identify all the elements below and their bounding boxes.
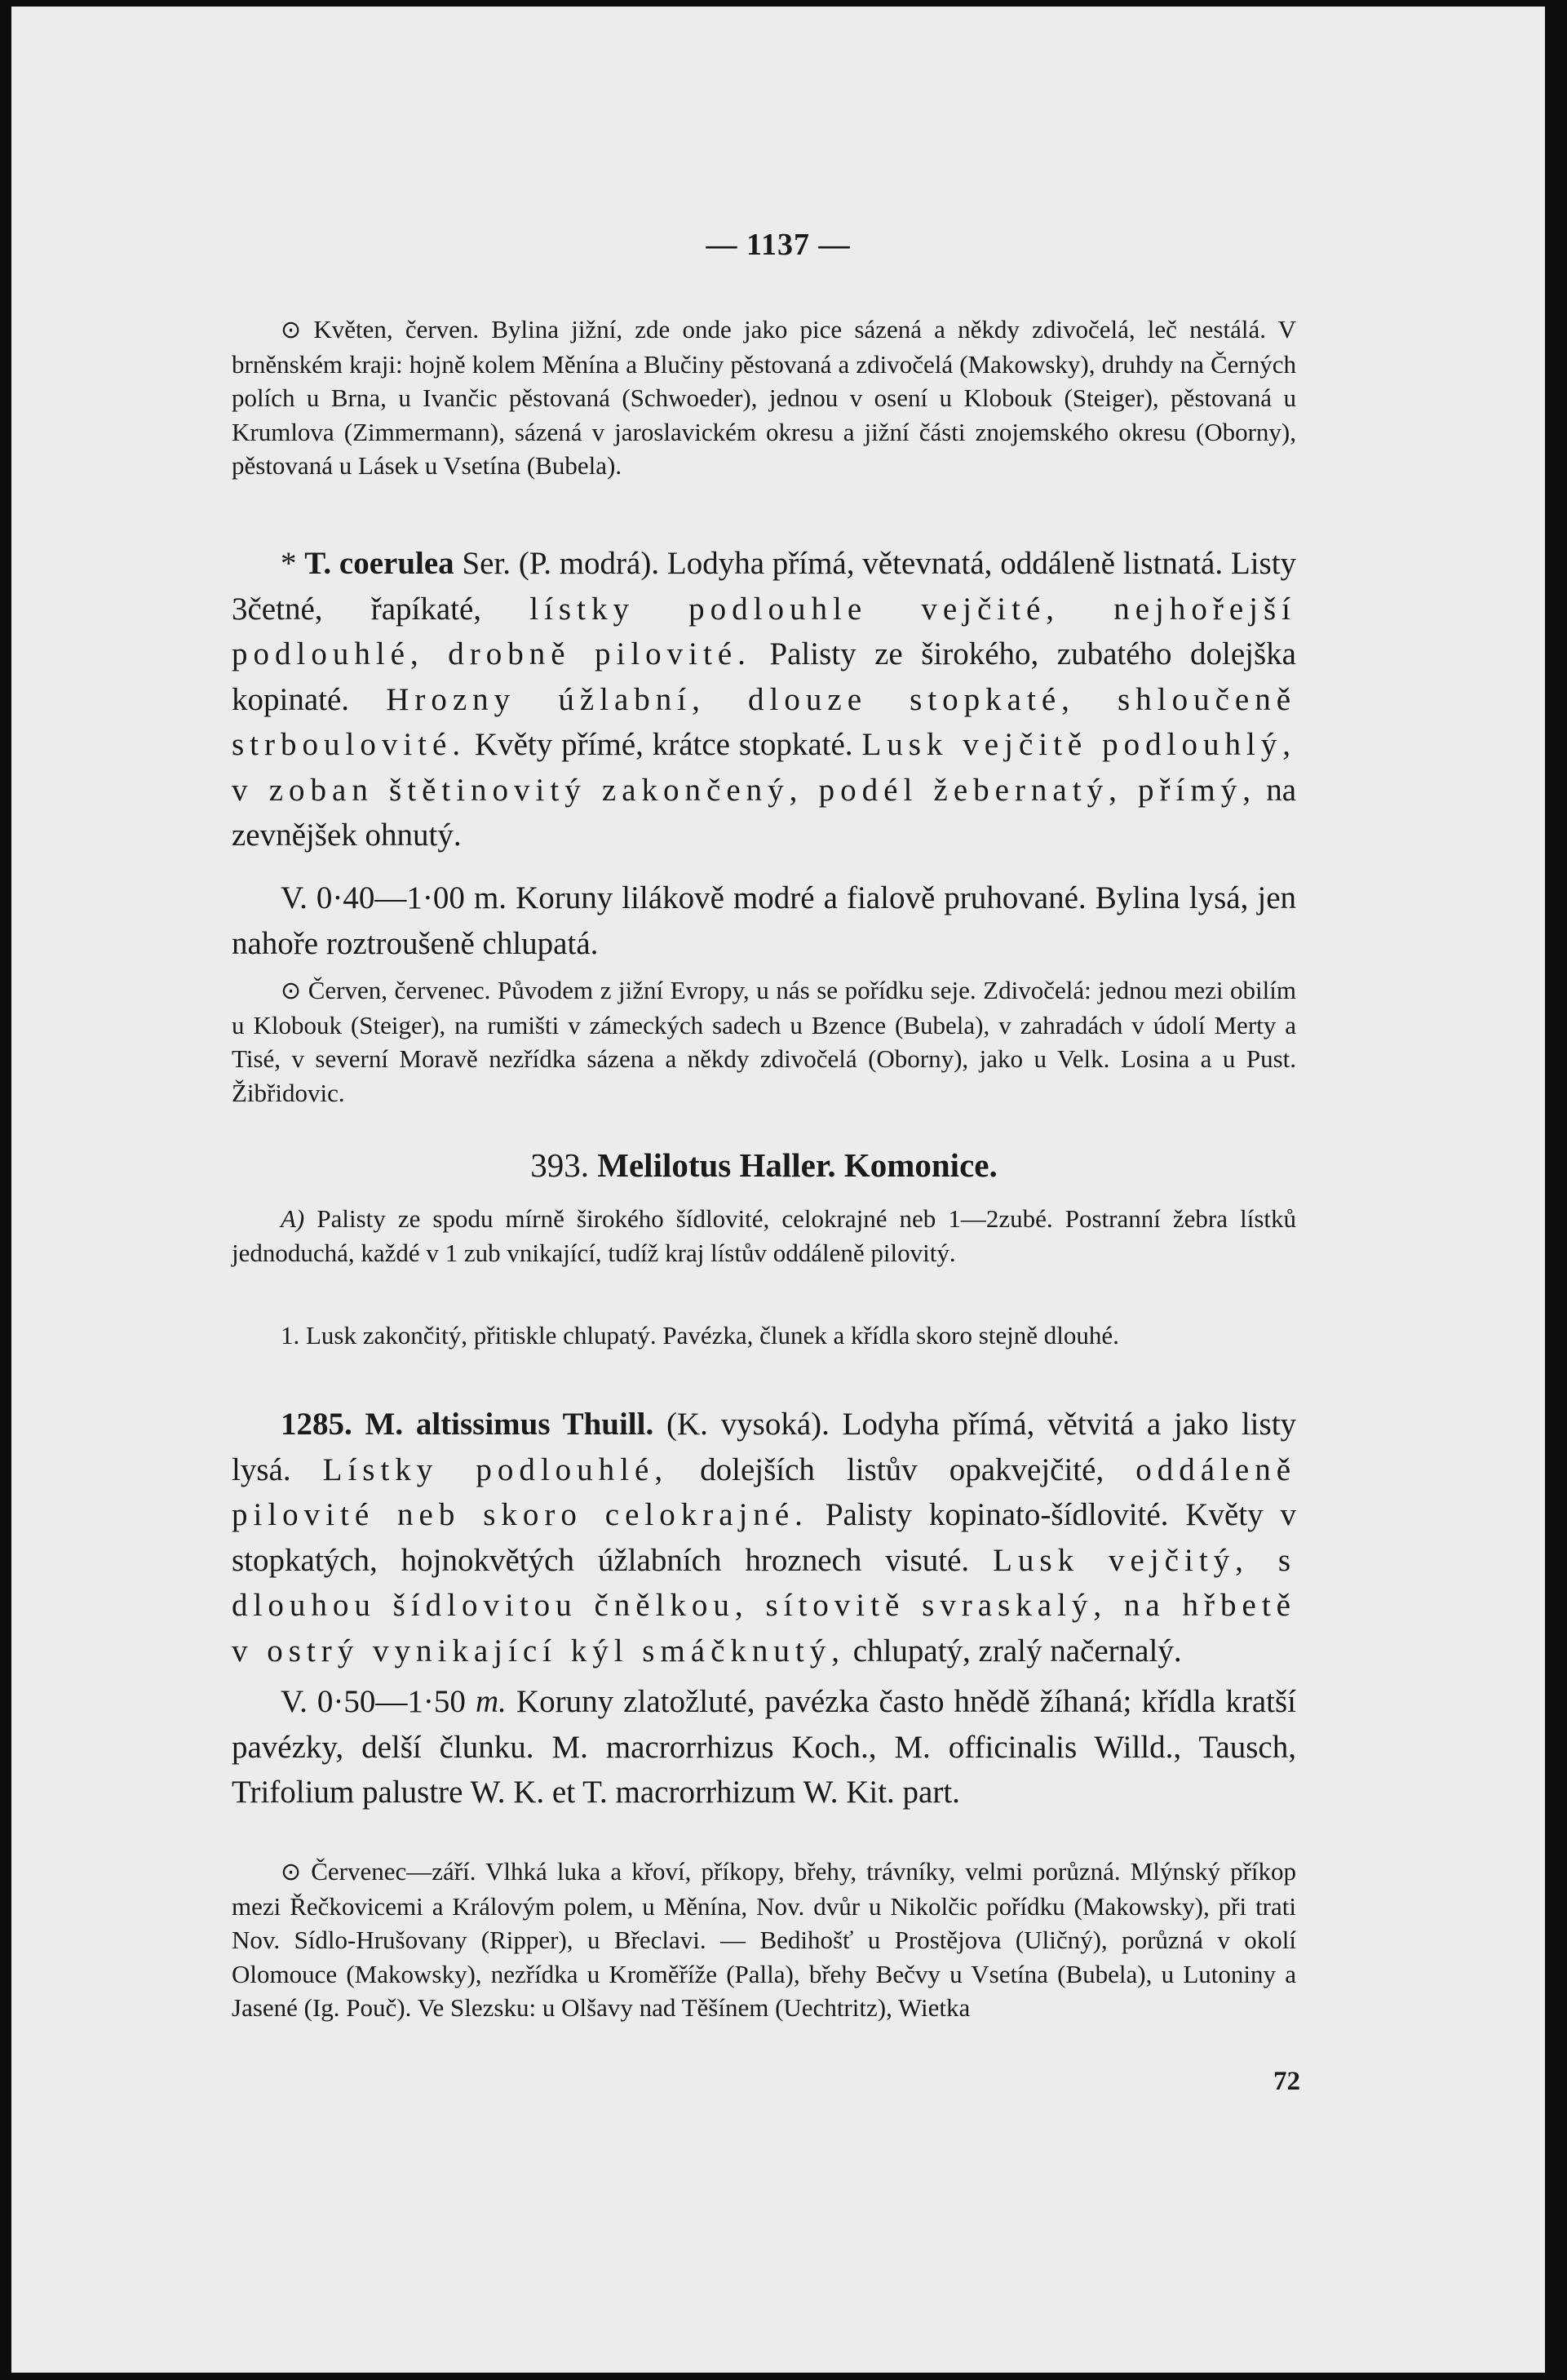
description-spaced-text: oddáleně pilovité neb skoro celokrajné. bbox=[232, 1451, 1297, 1532]
species-common-name: (P. modrá). bbox=[518, 546, 660, 581]
description-spaced-text: Lusk vejčitý, s dlouhou šídlovitou čnělkou, sítovitě svraskalý, na hřbetě v ostrý vynikající kýl smáčknutý, bbox=[232, 1542, 1297, 1669]
key-label: A) bbox=[281, 1204, 305, 1233]
description-spaced-text: Lusk vejčitě podlouhlý, v zoban štětinovitý zakončený, podél žebernatý, přímý, bbox=[232, 727, 1297, 808]
species-description-altissimus bbox=[232, 1402, 1296, 1673]
book-page bbox=[11, 7, 1545, 2373]
genus-heading bbox=[232, 1145, 1296, 1186]
species-size-altissimus bbox=[232, 1679, 1296, 1815]
key-item-text: 1. Lusk zakončitý, přitiskle chlupatý. Pavézka, člunek a křídla skoro stejně dlouhé. bbox=[281, 1321, 1119, 1350]
habitat-text: Červen, červenec. Původem z jižní Evropy, u nás se pořídku seje. Zdivočelá: jednou mezi obilím u Klobouk (Steiger), na rumišti v zámeckých sadech u Bzence (Bubela), v zahradách v údolí Merty a Tisé, v severní Moravě nezřídka sázena a někdy zdivočelá (Oborny), jako u Velk. Losina a u Pust. Žibřidovic. bbox=[232, 976, 1296, 1107]
habitat-text: Květen, červen. Bylina jižní, zde onde jako pice sázená a někdy zdivočelá, leč nestálá. V brněnském kraji: hojně kolem Měnína a Blučiny pěstovaná a zdivočelá (Makowsky), druhdy na Černých polích u Brna, u Ivančic pěstovaná (Schwoeder), jednou v osení u Klobouk (Steiger), pěstovaná u Krumlova (Zimmermann), sázená v jaroslavickém okresu a jižní části znojemského okresu (Oborny), pěstovaná u Lásek u Vsetína (Bubela). bbox=[232, 315, 1296, 480]
species-size: V. 0·40—1·00 m. bbox=[281, 880, 507, 915]
species-habitat-altissimus bbox=[232, 1855, 1296, 2025]
signature-mark: 72 bbox=[1273, 2067, 1300, 2096]
page-number: — 1137 — bbox=[706, 228, 851, 262]
description-text: dolejších listův opakvejčité, bbox=[700, 1451, 1104, 1487]
biennial-plant-symbol-icon: ⊙ bbox=[281, 1858, 302, 1886]
description-text: Palisty kopinato-šídlovité. Květy v stopkatých, hojnokvětých úžlabních hroznech visuté. bbox=[232, 1497, 1296, 1578]
cultivated-marker: * bbox=[281, 546, 297, 581]
description-text: Květy přímé, krátce stopkaté. bbox=[474, 727, 853, 762]
key-item-1 bbox=[232, 1319, 1296, 1353]
description-text: Koruny lilákově modré a fialově pruhované. Bylina lysá, jen nahoře roztroušeně chlupatá. bbox=[232, 880, 1297, 961]
species-name: T. coerulea bbox=[304, 546, 454, 581]
species-number: 1285. bbox=[281, 1407, 352, 1442]
genus-common-name: Komonice. bbox=[843, 1146, 998, 1184]
annual-plant-symbol-icon: ⊙ bbox=[281, 977, 302, 1005]
size-unit: m. bbox=[475, 1684, 507, 1719]
species-size-coerulea bbox=[232, 875, 1296, 966]
species-description-coerulea bbox=[232, 541, 1296, 858]
description-spaced-text: Lístky podlouhlé, bbox=[322, 1451, 669, 1487]
description-text: Koruny zlatožluté, pavézka často hnědě žíhaná; křídla kratší pavézky, delší člunku. M. macrorrhizus Koch., M. officinalis Willd., Tausch, Trifolium palustre W. K. et T. macrorrhizum W. Kit. part. bbox=[232, 1684, 1297, 1810]
genus-name: Melilotus Haller. bbox=[597, 1146, 836, 1184]
description-text: na zevnějšek ohnutý. bbox=[232, 772, 1296, 853]
description-text: chlupatý, zralý načernalý. bbox=[852, 1633, 1182, 1669]
description-text: Palisty ze širokého, zubatého dolejška kopinaté. bbox=[232, 636, 1296, 717]
description-spaced-text: Hrozny úžlabní, dlouze stopkaté, shloučeně strboulovité. bbox=[232, 681, 1297, 762]
description-spaced-text: lístky podlouhle vejčité, nejhořejší podlouhlé, drobně pilovité. bbox=[232, 591, 1296, 671]
species-size: V. 0·50—1·50 bbox=[281, 1684, 466, 1719]
species-common-name: (K. vysoká). bbox=[666, 1407, 830, 1442]
key-text: Palisty ze spodu mírně širokého šídlovité, celokrajné neb 1—2zubé. Postranní žebra lístků jednoduchá, každé v 1 zub vnikající, tudíž kraj lístův oddáleně pilovitý. bbox=[232, 1204, 1296, 1267]
habitat-text: Červenec—září. Vlhká luka a křoví, příkopy, břehy, trávníky, velmi porůzná. Mlýnský příkop mezi Řečkovicemi a Královým polem, u Měnína, Nov. dvůr u Nikolčic pořídku (Makowsky), při trati Nov. Sídlo-Hrušovany (Ripper), u Břeclavi. — Bedihošť u Prostějova (Uličný), porůzná v okolí Olomouce (Makowsky), nezřídka u Kroměříže (Palla), břehy Bečvy u Vsetína (Bubela), u Lutoniny a Jasené (Ig. Pouč). Ve Slezsku: u Olšavy nad Těšínem (Uechtritz), Wietka bbox=[232, 1857, 1297, 2022]
species-habitat-coerulea bbox=[232, 973, 1296, 1110]
description-text: Lodyha přímá, větevnatá, oddáleně listnatá. Listy 3četné, řapíkaté, bbox=[232, 546, 1297, 627]
description-text: Lodyha přímá, větvitá a jako listy lysá. bbox=[232, 1407, 1297, 1487]
species-author: Ser. bbox=[462, 546, 511, 581]
previous-species-habitat bbox=[232, 312, 1296, 483]
genus-number: 393. bbox=[530, 1146, 590, 1184]
annual-plant-symbol-icon: ⊙ bbox=[281, 316, 302, 344]
key-section-a bbox=[232, 1202, 1296, 1270]
species-name: M. altissimus Thuill. bbox=[365, 1407, 654, 1442]
